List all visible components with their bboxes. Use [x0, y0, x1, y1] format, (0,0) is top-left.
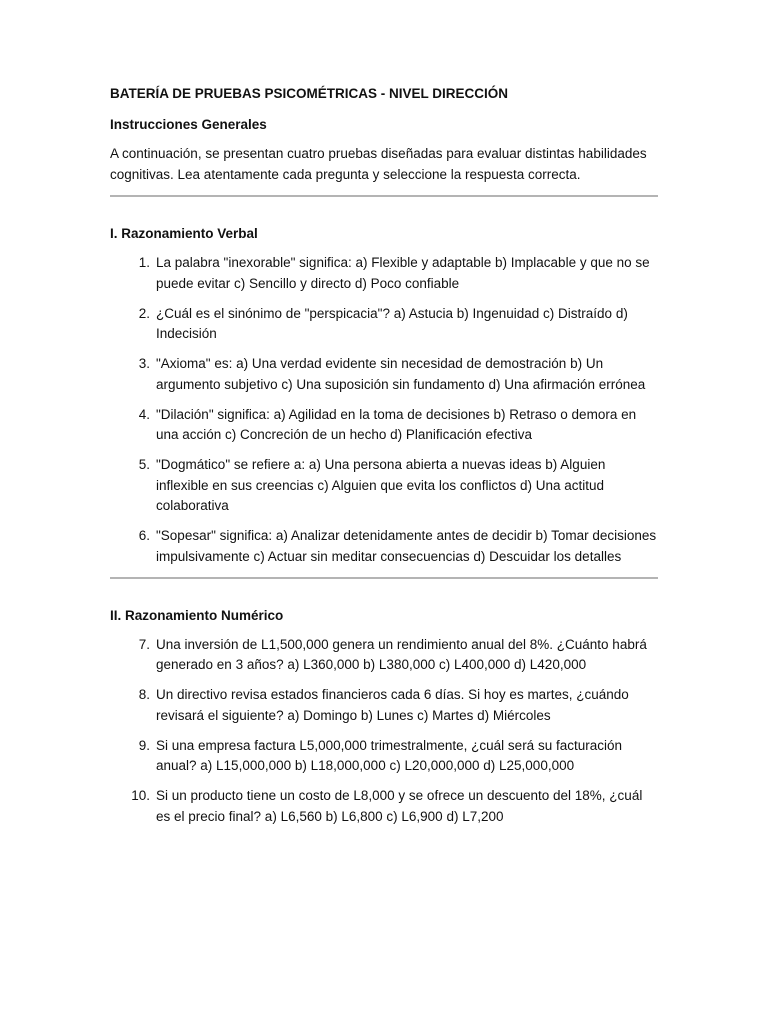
- question-number: 8.: [138, 687, 150, 702]
- question-item: [110, 304, 658, 345]
- question-number: 3.: [138, 356, 150, 371]
- question-text: Si un producto tiene un costo de L8,000 y se ofrece un descuento del 18%, ¿cuál es el precio final? a) L6,560 b) L6,800 c) L6,900 d) L7,200: [156, 788, 643, 824]
- question-text: "Axioma" es: a) Una verdad evidente sin necesidad de demostración b) Un argumento subjetivo c) Una suposición sin fundamento d) Una afirmación errónea: [156, 356, 646, 392]
- section-title-verbal: I. Razonamiento Verbal: [110, 226, 258, 241]
- question-text: Un directivo revisa estados financieros cada 6 días. Si hoy es martes, ¿cuándo revisará el siguiente? a) Domingo b) Lunes c) Martes d) Miércoles: [156, 687, 629, 723]
- document-content: [110, 84, 658, 837]
- question-item: [110, 786, 658, 827]
- question-item: [110, 253, 658, 294]
- question-number: 9.: [138, 737, 150, 753]
- section-divider: [110, 195, 658, 197]
- question-item: [110, 354, 658, 395]
- question-list-numerico: [110, 635, 658, 828]
- question-text: ¿Cuál es el sinónimo de "perspicacia"? a) Astucia b) Ingenuidad c) Distraído d) Indecisión: [156, 305, 628, 341]
- section-divider: [110, 577, 658, 579]
- question-text: Una inversión de L1,500,000 genera un rendimiento anual del 8%. ¿Cuánto habrá generado en 3 años? a) L360,000 b) L380,000 c) L400,000 d) L420,000: [156, 636, 647, 672]
- question-text: "Dilación" significa: a) Agilidad en la toma de decisiones b) Retraso o demora en una acción c) Concreción de un hecho d) Planificación efectiva: [156, 406, 637, 442]
- document-title: BATERÍA DE PRUEBAS PSICOMÉTRICAS - NIVEL DIRECCIÓN: [110, 86, 509, 101]
- question-item: [110, 635, 658, 676]
- instructions-heading: Instrucciones Generales: [110, 117, 267, 132]
- instructions-text: A continuación, se presentan cuatro pruebas diseñadas para evaluar distintas habilidades cognitivas. Lea atentamente cada pregunta y seleccione la respuesta correcta.: [110, 146, 647, 182]
- question-number: 5.: [138, 457, 150, 472]
- question-item: [110, 736, 658, 777]
- question-text: La palabra "inexorable" significa: a) Flexible y adaptable b) Implacable y que no se puede evitar c) Sencillo y directo d) Poco confiable: [156, 255, 650, 291]
- question-item: [110, 526, 658, 567]
- question-number: 2.: [138, 305, 150, 321]
- question-text: "Dogmático" se refiere a: a) Una persona abierta a nuevas ideas b) Alguien inflexible en sus creencias c) Alguien que evita los conflictos d) Una actitud colaborativa: [156, 457, 606, 513]
- question-number: 10.: [131, 788, 150, 803]
- question-list-verbal: [110, 253, 658, 567]
- question-number: 4.: [138, 406, 150, 422]
- question-item: [110, 685, 658, 726]
- question-text: Si una empresa factura L5,000,000 trimestralmente, ¿cuál será su facturación anual? a) L15,000,000 b) L18,000,000 c) L20,000,000 d) L25,000,000: [156, 737, 622, 773]
- section-title-numerico: II. Razonamiento Numérico: [110, 607, 284, 623]
- question-number: 1.: [138, 255, 150, 270]
- question-item: [110, 405, 658, 446]
- question-number: 6.: [138, 528, 150, 543]
- question-item: [110, 455, 658, 517]
- question-text: "Sopesar" significa: a) Analizar detenidamente antes de decidir b) Tomar decisiones impulsivamente c) Actuar sin meditar consecuencias d) Descuidar los detalles: [156, 528, 657, 564]
- question-number: 7.: [138, 636, 150, 652]
